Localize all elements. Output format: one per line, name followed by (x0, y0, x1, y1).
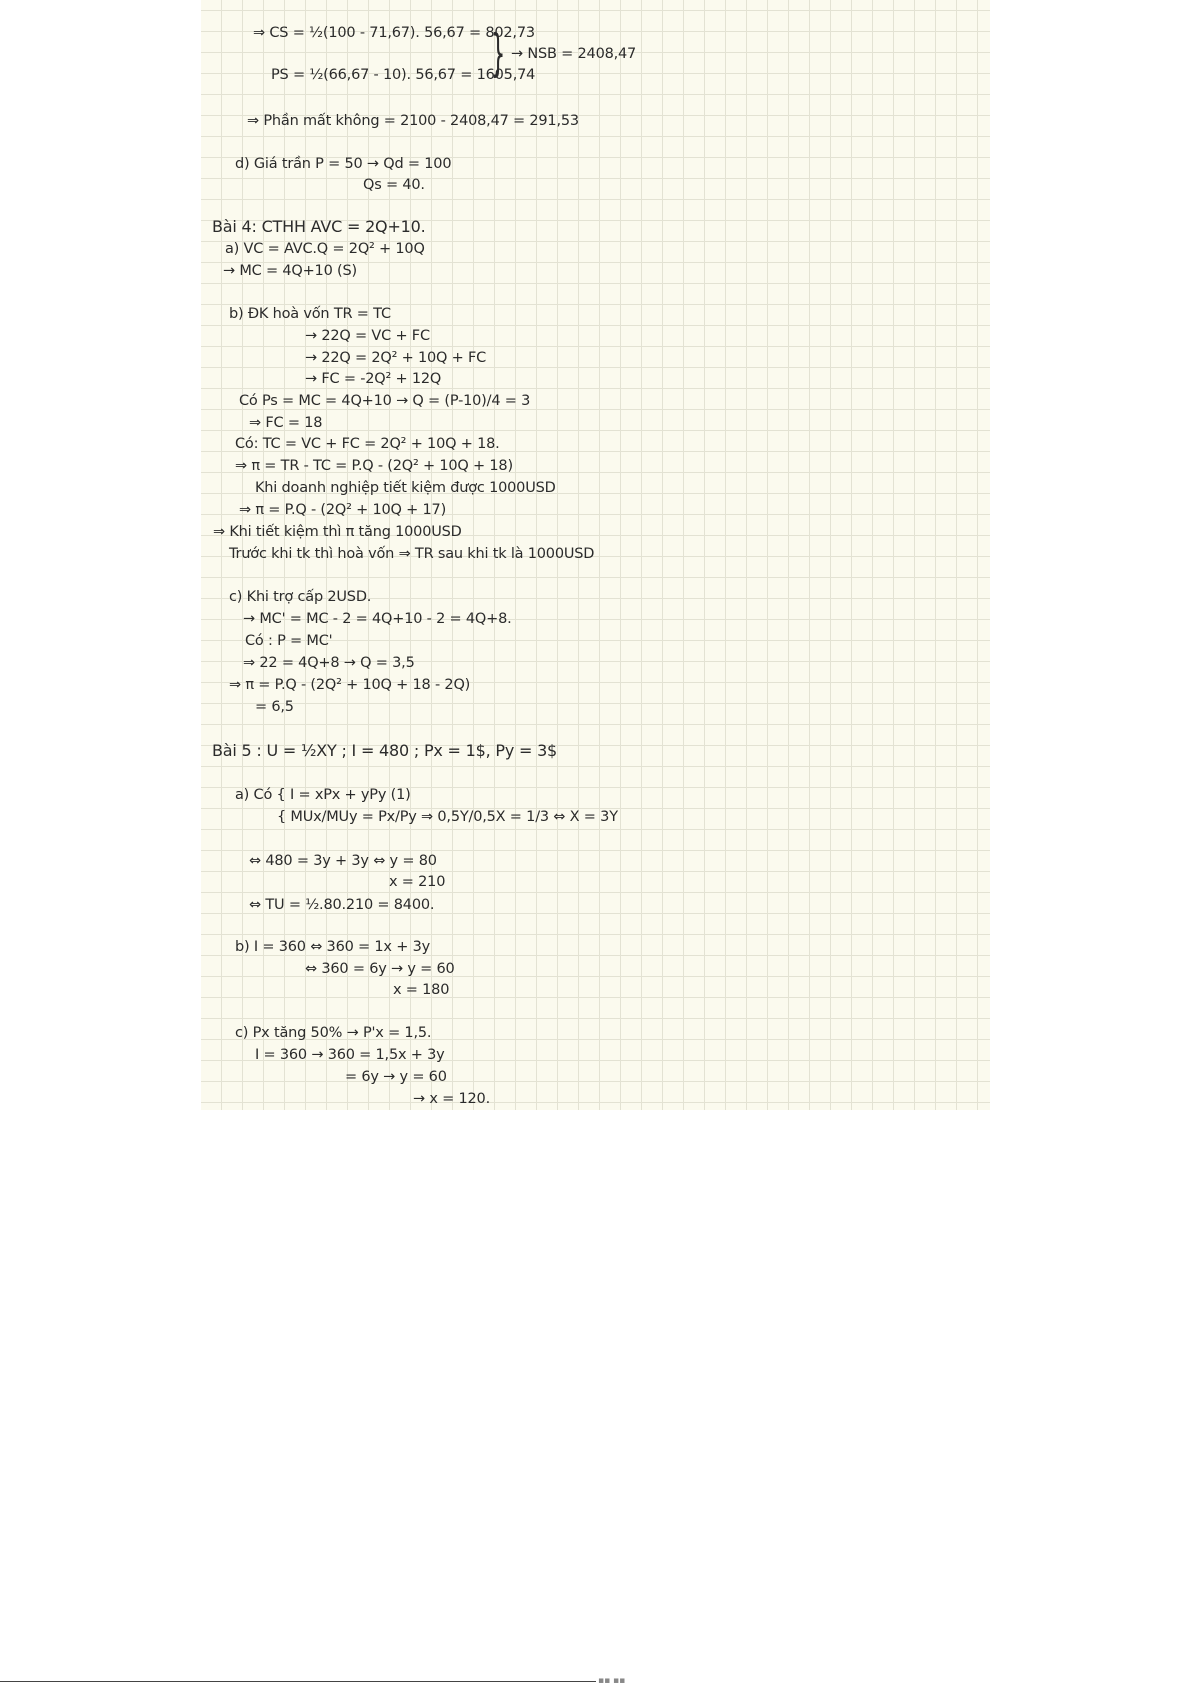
line-d-qs: Qs = 40. (363, 177, 425, 193)
line-4b-breakeven: b) ĐK hoà vốn TR = TC (229, 306, 391, 322)
line-4c-subsidy: c) Khi trợ cấp 2USD. (229, 589, 372, 605)
line-5b-income: b) I = 360 ⇔ 360 = 1x + 3y (235, 939, 430, 955)
line-4c-mc: → MC' = MC - 2 = 4Q+10 - 2 = 4Q+8. (243, 611, 512, 627)
line-4a-vc: a) VC = AVC.Q = 2Q² + 10Q (225, 241, 425, 257)
heading-bai-4: Bài 4: CTHH AVC = 2Q+10. (212, 217, 426, 236)
brace-note: → NSB = 2408,47 (511, 46, 637, 62)
line-4b-fc: ⇒ FC = 18 (249, 415, 323, 431)
line-4a-mc: → MC = 4Q+10 (S) (223, 263, 357, 279)
line-5a-x: x = 210 (389, 874, 446, 890)
footer-rule (0, 1681, 596, 1682)
line-4c-p: Có : P = MC' (245, 633, 333, 649)
line-4c-profit: ⇒ π = P.Q - (2Q² + 10Q + 18 - 2Q) (229, 677, 471, 693)
line-4b-1: → 22Q = VC + FC (305, 328, 430, 344)
line-cs: ⇒ CS = ½(100 - 71,67). 56,67 = 802,73 (253, 25, 535, 41)
line-5a-tu: ⇔ TU = ½.80.210 = 8400. (249, 897, 435, 913)
line-5c-income: I = 360 → 360 = 1,5x + 3y (255, 1047, 445, 1063)
line-d-ceiling: d) Giá trần P = 50 → Qd = 100 (235, 156, 452, 172)
footer-mark: ▪▪ ▪▪ (598, 1676, 626, 1686)
line-4c-q: ⇒ 22 = 4Q+8 → Q = 3,5 (243, 655, 415, 671)
line-5a-system-1: a) Có { I = xPx + yPy (1) (235, 787, 411, 803)
line-5c-y: = 6y → y = 60 (345, 1069, 447, 1085)
line-4b-profit2: ⇒ π = P.Q - (2Q² + 10Q + 17) (239, 502, 447, 518)
line-4b-ps: Có Ps = MC = 4Q+10 → Q = (P-10)/4 = 3 (239, 393, 531, 409)
line-deadweight: ⇒ Phần mất không = 2100 - 2408,47 = 291,53 (247, 113, 579, 129)
line-5c-price: c) Px tăng 50% → P'x = 1,5. (235, 1025, 432, 1041)
line-4b-profit: ⇒ π = TR - TC = P.Q - (2Q² + 10Q + 18) (235, 458, 513, 474)
line-5b-y: ⇔ 360 = 6y → y = 60 (305, 961, 455, 977)
line-4b-3: → FC = -2Q² + 12Q (305, 371, 442, 387)
line-4b-before: Trước khi tk thì hoà vốn ⇒ TR sau khi tk là 1000USD (229, 546, 595, 562)
line-ps: PS = ½(66,67 - 10). 56,67 = 1605,74 (271, 67, 536, 83)
line-4c-result: = 6,5 (255, 699, 294, 715)
heading-bai-5: Bài 5 : U = ½XY ; I = 480 ; Px = 1$, Py = 3$ (212, 741, 558, 760)
line-4b-saving: Khi doanh nghiệp tiết kiệm được 1000USD (255, 480, 556, 496)
line-4b-2: → 22Q = 2Q² + 10Q + FC (305, 350, 487, 366)
right-brace: } (491, 24, 506, 82)
line-5a-y: ⇔ 480 = 3y + 3y ⇔ y = 80 (249, 853, 437, 869)
notebook-page (201, 0, 990, 1110)
line-4b-increase: ⇒ Khi tiết kiệm thì π tăng 1000USD (213, 524, 462, 540)
line-4b-tc: Có: TC = VC + FC = 2Q² + 10Q + 18. (235, 436, 500, 452)
line-5a-system-2: { MUx/MUy = Px/Py ⇒ 0,5Y/0,5X = 1/3 ⇔ X = 3Y (277, 809, 618, 825)
line-5b-x: x = 180 (393, 982, 450, 998)
line-5c-x: → x = 120. (413, 1091, 490, 1107)
